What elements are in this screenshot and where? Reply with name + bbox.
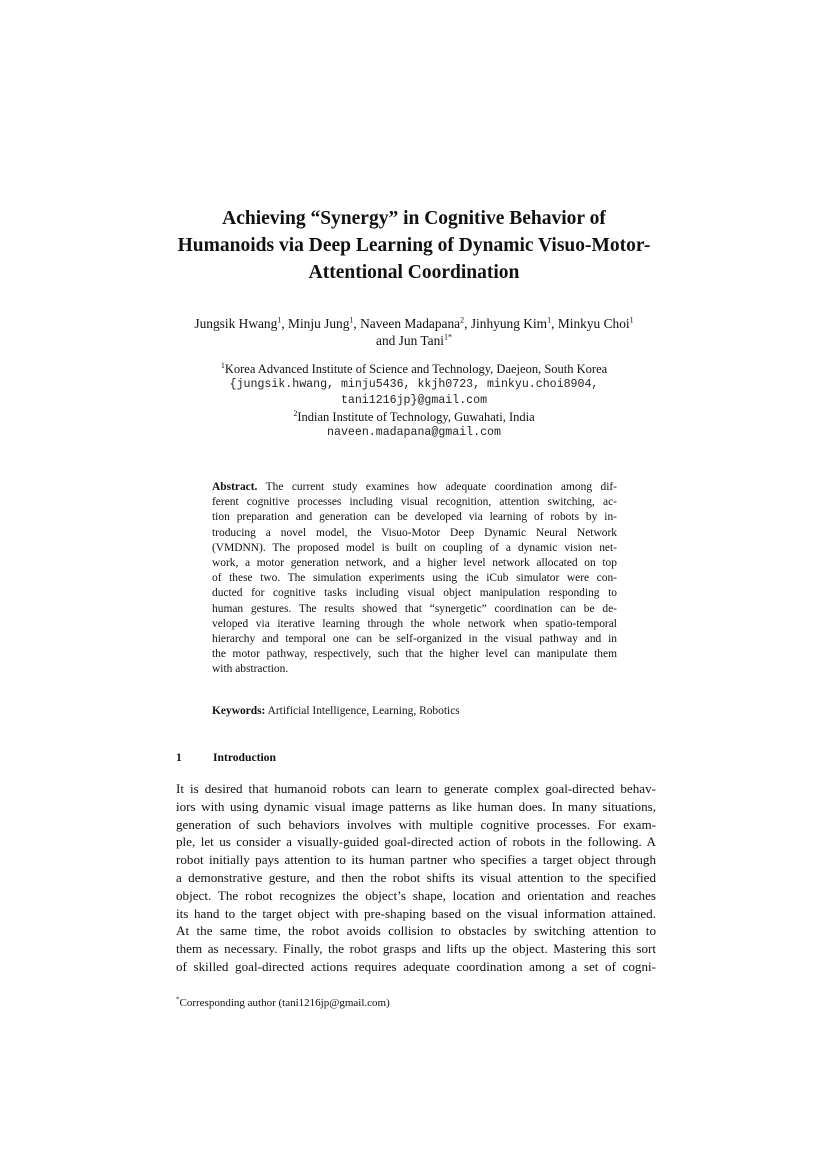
author-affiliation-mark: 1: [547, 315, 552, 325]
abstract-label: Abstract.: [212, 481, 258, 493]
abstract: [212, 480, 617, 678]
body-line: generation of such behaviors involves with multiple cognitive processes. For exam-: [176, 816, 656, 832]
section-number: 1: [176, 751, 182, 764]
abstract-line: hierarchy and temporal one can be self-organized in the visual pathway and in: [212, 633, 617, 646]
author-affiliation-mark: 2: [460, 315, 465, 325]
author-name: Naveen Madapana: [360, 316, 461, 331]
body-line: At the same time, the robot avoids collision to obstacles by switching attention to: [176, 923, 656, 939]
affiliation-email: {jungsik.hwang, minju5436, kkjh0723, minkyu.choi8904,: [229, 378, 599, 391]
abstract-line: the motor pathway, respectively, such that the higher level can manipulate them: [212, 648, 617, 661]
affiliation-email: tani1216jp}@gmail.com: [340, 394, 488, 407]
abstract-line: ducted for cognitive tasks including visual object manipulation responding to: [212, 587, 617, 600]
section-title: Introduction: [213, 751, 276, 764]
abstract-line: veloped via iterative learning through the whole network when spatio-temporal: [212, 617, 617, 630]
affiliation-email: naveen.madapana@gmail.com: [327, 426, 501, 439]
footnote: [176, 996, 656, 1010]
author-affiliation-mark: 1: [349, 315, 354, 325]
abstract-line: ferent cognitive processes including visual recognition, attention switching, ac-: [212, 496, 617, 509]
author-affiliation-mark: 1: [277, 315, 282, 325]
keywords: [212, 704, 617, 719]
body-line: of skilled goal-directed actions requires adequate coordination among a set of cogni-: [176, 958, 656, 974]
body-line: them as necessary. Finally, the robot grasps and lifts up the object. Mastering this sort: [176, 941, 656, 957]
body-line: robot initially pays attention to its human partner who specifies a target object through: [176, 852, 656, 868]
footnote-text: Corresponding author (tani1216jp@gmail.com): [179, 997, 390, 1009]
author-separator: ,: [353, 316, 361, 331]
affiliations: [120, 361, 708, 441]
affiliation-2: [120, 409, 708, 425]
abstract-line: troducing a novel model, the Visuo-Motor Deep Dynamic Neural Network: [212, 526, 617, 539]
affiliation-mark: 2: [293, 408, 298, 418]
author-name: Jungsik Hwang: [194, 316, 278, 331]
abstract-line: tion preparation and generation can be developed via learning of robots by in-: [212, 511, 617, 524]
author-name: Jinhyung Kim: [470, 316, 548, 331]
title-line: Humanoids via Deep Learning of Dynamic Visuo-Motor-: [177, 235, 651, 256]
abstract-line: (VMDNN). The proposed model is built on coupling of a dynamic vision net-: [212, 541, 617, 554]
body-line: a demonstrative gesture, and then the robot shifts its visual attention to the specified: [176, 869, 656, 885]
abstract-line: human gestures. The results showed that “synergetic” coordination can be de-: [212, 602, 617, 615]
author-affiliation-mark: 1*: [444, 332, 452, 342]
author-name: Minkyu Choi: [557, 316, 630, 331]
title-line: Attentional Coordination: [308, 262, 520, 283]
author-separator: ,: [281, 316, 289, 331]
paper-title: [150, 205, 678, 286]
author-list: [120, 315, 708, 349]
body-line: iors with using dynamic visual image patterns as like human does. In many situations,: [176, 798, 656, 814]
author-line: [120, 332, 708, 349]
affiliation-name: Indian Institute of Technology, Guwahati, India: [297, 410, 535, 424]
affiliation-name: Korea Advanced Institute of Science and Technology, Daejeon, South Korea: [224, 362, 608, 376]
body-line: object. The robot recognizes the object’s shape, location and orientation and reaches: [176, 887, 656, 903]
body-line: ple, let us consider a visually-guided goal-directed action of robots in the following. A: [176, 834, 656, 850]
affiliation-mark: 1: [220, 360, 225, 370]
author-name: Minju Jung: [288, 316, 350, 331]
author-separator: ,: [551, 316, 558, 331]
keywords-label: Keywords:: [212, 705, 266, 717]
abstract-line: Abstract. The current study examines how adequate coordination among dif-: [212, 481, 617, 493]
abstract-line: with abstraction.: [212, 663, 289, 676]
body-line: It is desired that humanoid robots can learn to generate complex goal-directed behav-: [176, 781, 656, 796]
intro-paragraph: [176, 780, 656, 976]
keywords-text: Artificial Intelligence, Learning, Robotics: [265, 705, 460, 717]
title-line: Achieving “Synergy” in Cognitive Behavior of: [222, 208, 606, 229]
author-affiliation-mark: 1: [629, 315, 634, 325]
author-separator: ,: [464, 316, 471, 331]
footnote-mark: *: [176, 995, 180, 1004]
affiliation-1: [120, 361, 708, 377]
author-line: [120, 315, 708, 332]
abstract-line: of these two. The simulation experiments using the iCub simulator were con-: [212, 572, 617, 585]
author-name: and Jun Tani: [376, 333, 444, 348]
section-heading: [176, 750, 656, 765]
abstract-line: work, a motor generation network, and a higher level network allocated on top: [212, 557, 617, 570]
body-line: its hand to the target object with pre-shaping based on the visual information attained.: [176, 905, 656, 921]
